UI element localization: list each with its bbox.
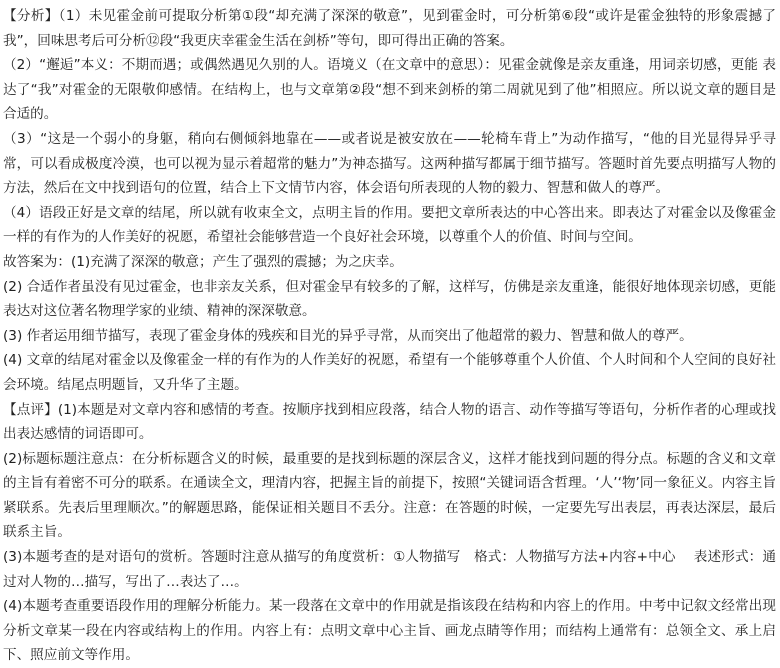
comment-point-1: 【点评】(1)本题是对文章内容和感情的考查。按顺序找到相应段落，结合人物的语言、动作等描写等语句，分析作者的心理或找出表达感情的词语即可。: [3, 401, 776, 443]
comment-point-2: (2)标题标题注意点：在分析标题含义的时候，最重要的是找到标题的深层含义，这样才能找到问题的得分点。标题的含义和文章的主旨有着密不可分的联系。在通读全文，理清内容，把握主旨的前提下，按照“关键词语含哲理。‘人’‘物’同一象征义。内容主旨紧联系。先表后里理顺次。”的解题思路，能保证相关题目不丢分。注意：在答题的时候，一定要先写出表层，再表达深层，最后联系主旨。: [3, 450, 776, 541]
answer-3: (3) 作者运用细节描写，表现了霍金身体的残疾和目光的异乎寻常，从而突出了他超常的毅力、智慧和做人的尊严。: [3, 327, 693, 344]
analysis-point-1: 【分析】（1）未见霍金前可提取分析第①段“却充满了深深的敬意”，见到霍金时，可分析第⑥段“或许是霍金独特的形象震撼了我”，回味思考后可分析⑫段“我更庆幸霍金生活在剑桥”等句，即可得出正确的答案。: [3, 8, 776, 49]
analysis-point-2: （2）“邂逅”本义：不期而遇；或偶然遇见久别的人。语境义（在文章中的意思）：见霍金就像是亲友重逢，用词亲切感，更能 表达了“我”对霍金的无限敬仰感情。在结构上，也与文章第②段“想不到来剑桥的第二周就见到了他”相照应。所以说文章的题目是合适的。: [3, 57, 776, 123]
analysis-point-4: （4）语段正好是文章的结尾，所以就有收束全文，点明主旨的作用。要把文章所表达的中心答出来。即表达了对霍金以及像霍金一样的有作为的人作美好的祝愿，希望社会能够营造一个良好社会环境，以尊重个人的价值、时间与空间。: [3, 204, 776, 246]
answer-1: 故答案为：(1)充满了深深的敬意；产生了强烈的震撼；为之庆幸。: [3, 253, 403, 270]
analysis-point-3: （3）“这是一个弱小的身躯，稍向右侧倾斜地靠在——或者说是被安放在——轮椅车背上”为动作描写，“他的目光显得异乎寻常，可以看成极度冷漠，也可以视为显示着超常的魅力”为神态描写。这两种描写都属于细节描写。答题时首先要点明描写人物的方法，然后在文中找到语句的位置，结合上下文情节内容，体会语句所表现的人物的毅力、智慧和做人的尊严。: [3, 130, 776, 197]
comment-point-4: (4)本题考查重要语段作用的理解分析能力。某一段落在文章中的作用就是指该段在结构和内容上的作用。中考中记叙文经常出现分析文章某一段在内容或结构上的作用。内容上有：点明文章中心主旨、画龙点睛等作用；而结构上通常有：总领全文、承上启下、照应前文等作用。: [3, 598, 776, 664]
answer-2: (2) 合适作者虽没有见过霍金，也非亲友关系，但对霍金早有较多的了解，这样写，仿佛是亲友重逢，能很好地体现亲切感，更能表达对这位著名物理学家的业绩、精神的深深敬意。: [3, 278, 776, 320]
answer-4: (4) 文章的结尾对霍金以及像霍金一样的有作为的人作美好的祝愿，希望有一个能够尊重个人价值、个人时间和个人空间的良好社会环境。结尾点明题旨，又升华了主题。: [3, 352, 776, 393]
comment-point-3: (3)本题考查的是对语句的赏析。答题时注意从描写的角度赏析：①人物描写 格式：人物描写方法+内容+中心 表述形式：通过对人物的…描写，写出了…表达了…。: [3, 549, 776, 590]
